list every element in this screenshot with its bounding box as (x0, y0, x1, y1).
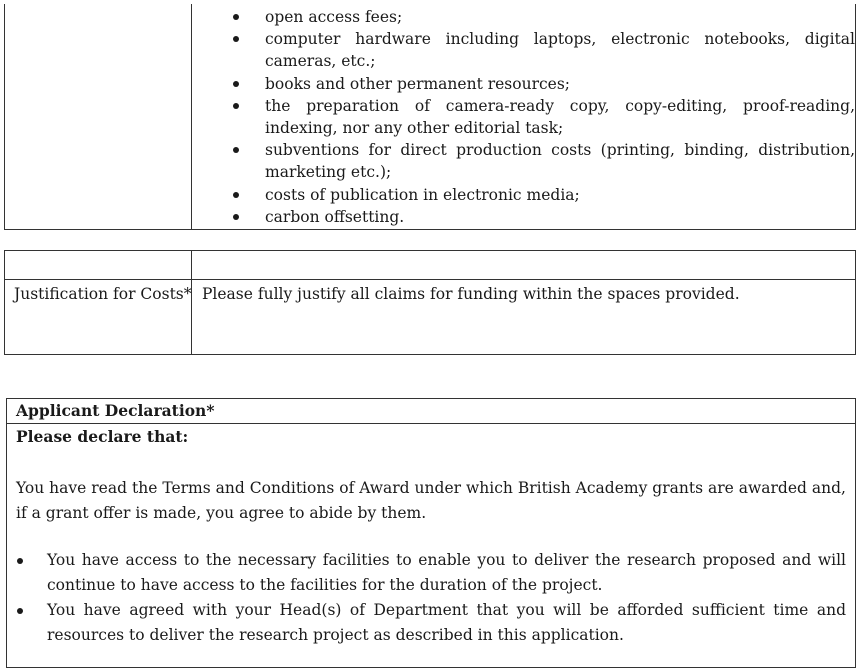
exclusions-list (230, 6, 855, 228)
justification-header-cell-left[interactable] (5, 251, 191, 279)
exclusion-item (230, 184, 855, 206)
declaration-bullet-item (16, 598, 846, 648)
justification-header-rule (4, 279, 856, 280)
bullet-icon (233, 192, 239, 198)
exclusion-item (230, 6, 855, 28)
exclusion-item (230, 73, 855, 95)
bullet-icon (233, 36, 239, 42)
exclusion-item (230, 139, 855, 183)
bullet-icon (17, 558, 23, 564)
bullet-icon (233, 214, 239, 220)
bullet-icon (233, 14, 239, 20)
exclusion-text: carbon offsetting. (265, 207, 405, 226)
declaration-title-rule (6, 423, 856, 424)
declaration-title: Applicant Declaration* (16, 401, 215, 420)
exclusion-text: the preparation of camera-ready copy, copy-editing, proof-reading, indexing, nor any other editorial task; (265, 96, 855, 138)
exclusion-item (230, 206, 855, 228)
declaration-bullet-item (16, 548, 846, 598)
justification-input-area[interactable] (192, 307, 855, 354)
exclusion-item (230, 95, 855, 139)
exclusion-text: subventions for direct production costs (printing, binding, distribution, marketing etc.); (265, 141, 855, 182)
declaration-subtitle: Please declare that: (16, 427, 189, 446)
exclusion-item (230, 28, 855, 72)
declaration-bullet-text: You have agreed with your Head(s) of Department that you will be afforded sufficient time and resources to deliver the research project as described in this application. (47, 601, 846, 644)
declaration-bullet-text: You have access to the necessary facilities to enable you to deliver the research proposed and will continue to have access to the facilities for the duration of the project. (47, 551, 846, 594)
exclusions-divider (191, 4, 192, 230)
justification-instructions: Please fully justify all claims for funding within the spaces provided. (202, 285, 740, 303)
justification-label: Justification for Costs* (14, 285, 192, 303)
justification-header-cell-right[interactable] (192, 251, 855, 279)
bullet-icon (233, 81, 239, 87)
exclusion-text: books and other permanent resources; (265, 74, 571, 93)
bullet-icon (233, 103, 239, 109)
declaration-intro: You have read the Terms and Conditions of Award under which British Academy grants are awarded and, if a grant offer is made, you agree to abide by them. (16, 479, 846, 522)
exclusion-text: computer hardware including laptops, electronic notebooks, digital cameras, etc.; (265, 30, 855, 71)
exclusion-text: costs of publication in electronic media; (265, 185, 580, 204)
bullet-icon (233, 147, 239, 153)
bullet-icon (17, 608, 23, 614)
declaration-bullets (16, 548, 846, 648)
exclusion-text: open access fees; (265, 8, 403, 26)
